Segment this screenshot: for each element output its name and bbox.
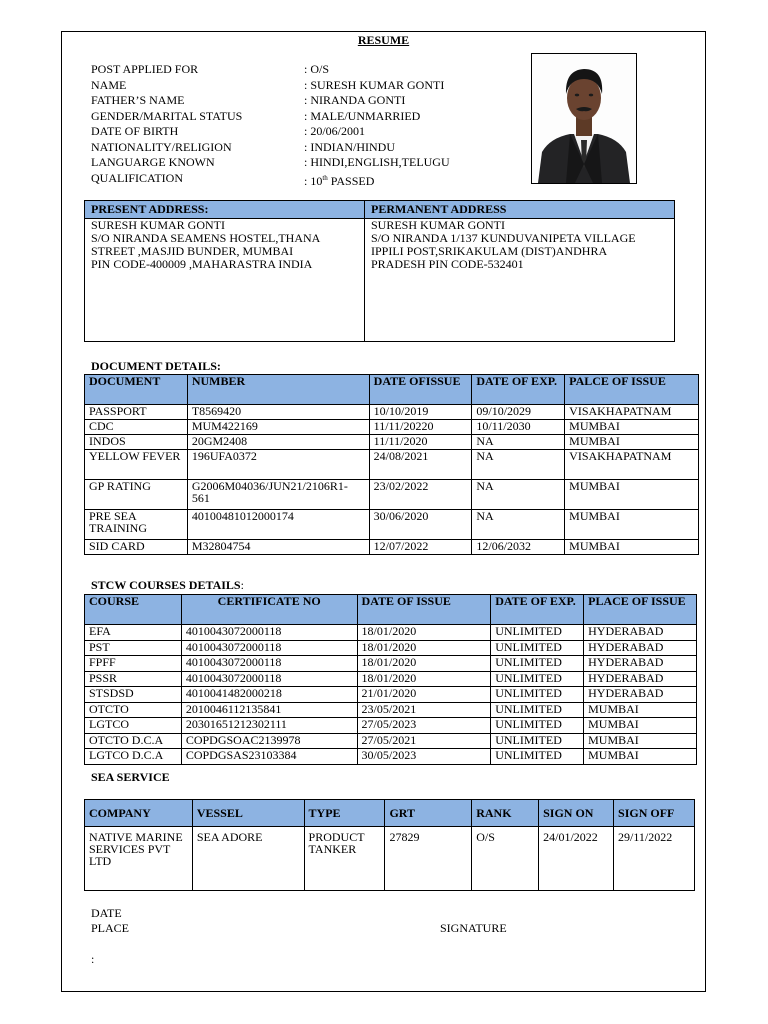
column-header: COURSE	[85, 595, 182, 625]
column-header: CERTIFICATE NO	[181, 595, 357, 625]
column-header: DATE OF EXP.	[472, 375, 565, 405]
table-cell: UNLIMITED	[491, 671, 584, 687]
table-cell: MUMBAI	[565, 510, 699, 540]
document-row	[85, 480, 699, 510]
table-cell: 18/01/2020	[357, 671, 491, 687]
document-row	[85, 510, 699, 540]
present-address-column	[85, 201, 365, 341]
info-value: : INDIAN/HINDU	[304, 139, 395, 154]
column-header: TYPE	[304, 800, 385, 827]
table-cell: 40100481012000174	[187, 510, 369, 540]
document-row	[85, 450, 699, 480]
header-row	[85, 375, 699, 405]
table-cell: 23/05/2021	[357, 702, 491, 718]
column-header: DOCUMENT	[85, 375, 188, 405]
table-cell: O/S	[472, 827, 539, 891]
table-cell: 196UFA0372	[187, 450, 369, 480]
table-cell: EFA	[85, 625, 182, 641]
column-header: DATE OF EXP.	[491, 595, 584, 625]
document-details-table	[84, 374, 699, 555]
table-cell: STSDSD	[85, 687, 182, 703]
table-cell: 20301651212302111	[181, 718, 357, 734]
column-header: DATE OFISSUE	[369, 375, 472, 405]
column-header: DATE OF ISSUE	[357, 595, 491, 625]
table-cell: 23/02/2022	[369, 480, 472, 510]
table-cell: MUMBAI	[584, 718, 697, 734]
table-cell: HYDERABAD	[584, 671, 697, 687]
info-value: : MALE/UNMARRIED	[304, 108, 421, 123]
table-cell: YELLOW FEVER	[85, 450, 188, 480]
sea-service-row	[85, 827, 695, 891]
present-address-line: SURESH KUMAR GONTI	[91, 218, 226, 232]
column-header: RANK	[472, 800, 539, 827]
table-cell: MUMBAI	[565, 435, 699, 450]
table-cell: 27829	[385, 827, 472, 891]
table-cell: OTCTO	[85, 702, 182, 718]
info-label: NATIONALITY/RELIGION	[91, 139, 232, 154]
document-row	[85, 420, 699, 435]
column-header: PLACE OF ISSUE	[584, 595, 697, 625]
table-cell: 30/05/2023	[357, 749, 491, 765]
table-cell: COPDGSAS23103384	[181, 749, 357, 765]
table-cell: LGTCO D.C.A	[85, 749, 182, 765]
column-header: COMPANY	[85, 800, 193, 827]
table-cell: PRODUCT TANKER	[304, 827, 385, 891]
date-label: DATE	[91, 906, 122, 920]
table-cell: MUMBAI	[565, 420, 699, 435]
table-cell: UNLIMITED	[491, 625, 584, 641]
table-cell: 30/06/2020	[369, 510, 472, 540]
info-value: : 20/06/2001	[304, 124, 366, 138]
table-cell: NATIVE MARINE SERVICES PVT LTD	[85, 827, 193, 891]
table-cell: 24/01/2022	[539, 827, 614, 891]
table-cell: UNLIMITED	[491, 733, 584, 749]
profile-photo	[531, 53, 637, 184]
table-cell: NA	[472, 510, 565, 540]
table-cell: NA	[472, 480, 565, 510]
table-cell: MUMBAI	[584, 733, 697, 749]
column-header: SIGN ON	[539, 800, 614, 827]
stcw-courses-table	[84, 594, 697, 765]
stcw-courses-heading: STCW COURSES DETAILS:	[91, 578, 244, 592]
table-cell: 12/07/2022	[369, 540, 472, 555]
table-cell: VISAKHAPATNAM	[565, 450, 699, 480]
present-address-line: STREET ,MASJID BUNDER, MUMBAI	[91, 244, 294, 258]
resume-page	[61, 31, 706, 992]
course-row	[85, 702, 697, 718]
table-cell: 10/11/2030	[472, 420, 565, 435]
table-cell: G2006M04036/JUN21/2106R1-561	[187, 480, 369, 510]
footer-colon: :	[91, 952, 95, 966]
header-row	[85, 800, 695, 827]
table-cell: 27/05/2021	[357, 733, 491, 749]
table-cell: UNLIMITED	[491, 687, 584, 703]
table-cell: 4010043072000118	[181, 656, 357, 672]
table-cell: OTCTO D.C.A	[85, 733, 182, 749]
document-row	[85, 435, 699, 450]
course-row	[85, 733, 697, 749]
column-header: GRT	[385, 800, 472, 827]
table-cell: SEA ADORE	[192, 827, 304, 891]
info-label: POST APPLIED FOR	[91, 62, 199, 76]
table-cell: HYDERABAD	[584, 656, 697, 672]
header-row	[85, 595, 697, 625]
permanent-address-header: PERMANENT ADDRESS	[365, 201, 674, 219]
info-label: DATE OF BIRTH	[91, 124, 179, 138]
resume-title: RESUME	[357, 33, 410, 47]
document-row	[85, 540, 699, 555]
table-cell: 11/11/2020	[369, 435, 472, 450]
column-header: NUMBER	[187, 375, 369, 405]
info-value: : NIRANDA GONTI	[304, 93, 406, 107]
table-cell: 20GM2408	[187, 435, 369, 450]
table-cell: 10/10/2019	[369, 405, 472, 420]
table-cell: 18/01/2020	[357, 625, 491, 641]
table-cell: HYDERABAD	[584, 625, 697, 641]
info-value: : O/S	[304, 62, 330, 76]
document-row	[85, 405, 699, 420]
table-cell: LGTCO	[85, 718, 182, 734]
table-cell: MUMBAI	[565, 540, 699, 555]
present-address-line: S/O NIRANDA SEAMENS HOSTEL,THANA	[91, 231, 321, 245]
table-cell: UNLIMITED	[491, 702, 584, 718]
info-value: : HINDI,ENGLISH,TELUGU	[304, 155, 450, 169]
permanent-address-line: PRADESH PIN CODE-532401	[371, 257, 524, 271]
course-row	[85, 671, 697, 687]
document-details-heading: DOCUMENT DETAILS:	[91, 359, 221, 373]
info-label: NAME	[91, 77, 127, 92]
sea-service-table	[84, 799, 695, 891]
table-cell: MUM422169	[187, 420, 369, 435]
column-header: SIGN OFF	[614, 800, 695, 827]
table-cell: 11/11/20220	[369, 420, 472, 435]
present-address-line: PIN CODE-400009 ,MAHARASTRA INDIA	[91, 257, 313, 271]
table-cell: PRE SEA TRAINING	[85, 510, 188, 540]
table-cell: UNLIMITED	[491, 749, 584, 765]
table-cell: MUMBAI	[565, 480, 699, 510]
permanent-address-line: S/O NIRANDA 1/137 KUNDUVANIPETA VILLAGE	[371, 231, 636, 245]
course-row	[85, 687, 697, 703]
info-value: : 10th PASSED	[304, 173, 375, 188]
table-cell: 29/11/2022	[614, 827, 695, 891]
table-cell: 27/05/2023	[357, 718, 491, 734]
info-label: LANGUARGE KNOWN	[91, 155, 215, 169]
address-table	[84, 200, 675, 342]
column-header: VESSEL	[192, 800, 304, 827]
table-cell: HYDERABAD	[584, 687, 697, 703]
table-cell: PASSPORT	[85, 405, 188, 420]
sea-service-heading: SEA SERVICE	[91, 770, 170, 784]
table-cell: 4010043072000118	[181, 625, 357, 641]
signature-label: SIGNATURE	[440, 921, 507, 935]
table-cell: PSSR	[85, 671, 182, 687]
table-cell: 12/06/2032	[472, 540, 565, 555]
course-row	[85, 718, 697, 734]
table-cell: T8569420	[187, 405, 369, 420]
table-cell: 4010043072000118	[181, 640, 357, 656]
table-cell: MUMBAI	[584, 749, 697, 765]
info-label: FATHER’S NAME	[91, 93, 185, 107]
table-cell: UNLIMITED	[491, 656, 584, 672]
table-cell: NA	[472, 435, 565, 450]
table-cell: 09/10/2029	[472, 405, 565, 420]
course-row	[85, 749, 697, 765]
table-cell: SID CARD	[85, 540, 188, 555]
table-cell: GP RATING	[85, 480, 188, 510]
table-cell: UNLIMITED	[491, 640, 584, 656]
table-cell: INDOS	[85, 435, 188, 450]
table-cell: 18/01/2020	[357, 656, 491, 672]
table-cell: 18/01/2020	[357, 640, 491, 656]
course-row	[85, 625, 697, 641]
present-address-header: PRESENT ADDRESS:	[85, 201, 364, 219]
table-cell: 2010046112135841	[181, 702, 357, 718]
table-cell: 24/08/2021	[369, 450, 472, 480]
place-label: PLACE	[91, 921, 130, 935]
table-cell: CDC	[85, 420, 188, 435]
course-row	[85, 640, 697, 656]
column-header: PALCE OF ISSUE	[565, 375, 699, 405]
table-cell: VISAKHAPATNAM	[565, 405, 699, 420]
table-cell: PST	[85, 640, 182, 656]
table-cell: MUMBAI	[584, 702, 697, 718]
table-cell: M32804754	[187, 540, 369, 555]
table-cell: NA	[472, 450, 565, 480]
permanent-address-column	[365, 201, 674, 341]
table-cell: 4010043072000118	[181, 671, 357, 687]
table-cell: COPDGSOAC2139978	[181, 733, 357, 749]
table-cell: 4010041482000218	[181, 687, 357, 703]
table-cell: HYDERABAD	[584, 640, 697, 656]
info-value: : SURESH KUMAR GONTI	[304, 77, 445, 92]
table-cell: 21/01/2020	[357, 687, 491, 703]
info-label: GENDER/MARITAL STATUS	[91, 108, 243, 123]
permanent-address-line: IPPILI POST,SRIKAKULAM (DIST)ANDHRA	[371, 244, 608, 258]
table-cell: FPFF	[85, 656, 182, 672]
permanent-address-line: SURESH KUMAR GONTI	[371, 218, 506, 232]
table-cell: UNLIMITED	[491, 718, 584, 734]
course-row	[85, 656, 697, 672]
info-label: QUALIFICATION	[91, 170, 183, 185]
